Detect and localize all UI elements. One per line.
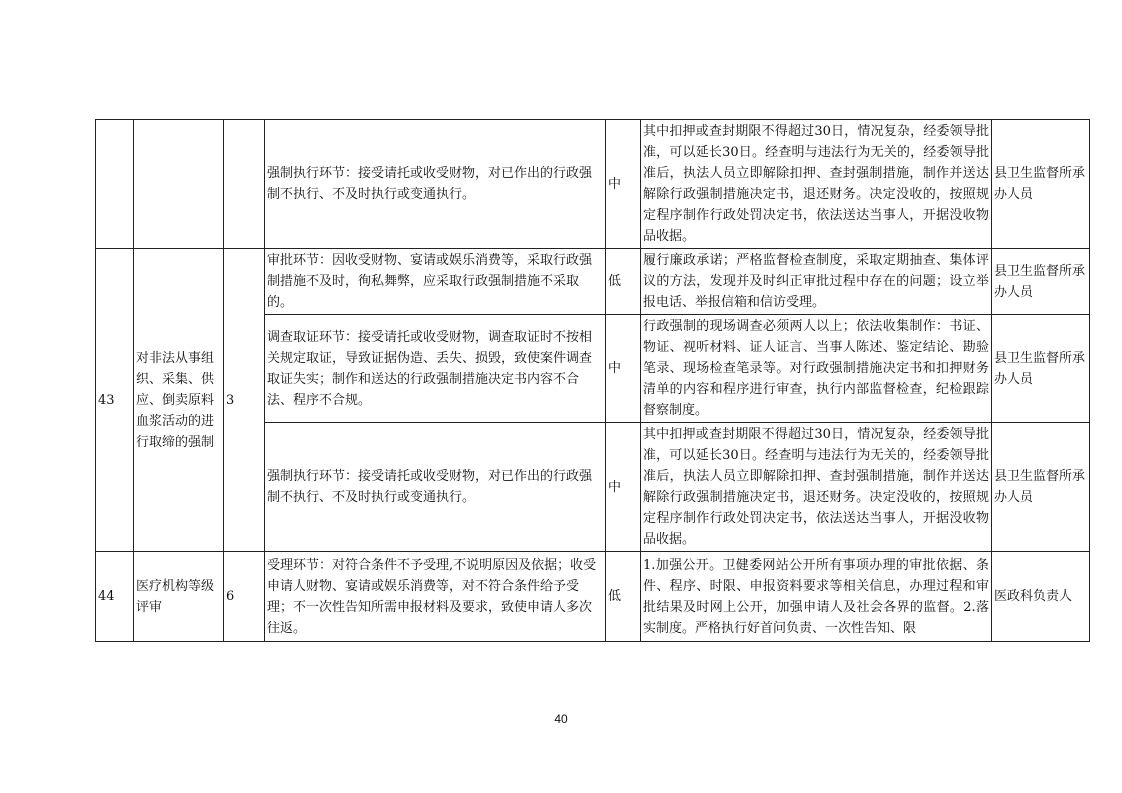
risk-level-cell: 低 [606, 249, 641, 315]
item-name-cell [134, 120, 224, 249]
risk-level-cell: 中 [606, 120, 641, 249]
responsible-person-cell: 医政科负责人 [992, 552, 1090, 642]
item-name-cell: 对非法从事组织、采集、供应、倒卖原料血浆活动的进行取缔的强制 [134, 249, 224, 552]
prevention-measure-cell: 行政强制的现场调查必须两人以上；依法收集制作：书证、物证、视听材料、证人证言、当事人陈述、鉴定结论、勘验笔录、现场检查笔录等。对行政强制措施决定书和扣押财务清单的内容和程序进行审查，执行内部监督检查，纪检跟踪督察制度。 [641, 315, 992, 423]
risk-description-cell: 调查取证环节：接受请托或收受财物，调查取证时不按相关规定取证，导致证据伪造、丢失、损毁，致使案件调查取证失实；制作和送达的行政强制措施决定书内容不合法、程序不合规。 [265, 315, 606, 423]
item-number-cell: 44 [96, 552, 134, 642]
item-count-cell: 6 [224, 552, 265, 642]
item-count-cell: 3 [224, 249, 265, 552]
risk-description-cell: 强制执行环节：接受请托或收受财物，对已作出的行政强制不执行、不及时执行或变通执行。 [265, 423, 606, 552]
prevention-measure-cell: 其中扣押或查封期限不得超过30日，情况复杂，经委领导批准，可以延长30日。经查明与违法行为无关的，经委领导批准后，执法人员立即解除扣押、查封强制措施，制作并送达解除行政强制措施决定书，退还财务。决定没收的，按照规定程序制作行政处罚决定书，依法送达当事人，开据没收物品收据。 [641, 120, 992, 249]
prevention-measure-cell: 履行廉政承诺；严格监督检查制度，采取定期抽查、集体评议的方法，发现并及时纠正审批过程中存在的问题；设立举报电话、举报信箱和信访受理。 [641, 249, 992, 315]
risk-control-table [95, 119, 1090, 642]
table-row [96, 552, 1090, 642]
risk-level-cell: 中 [606, 423, 641, 552]
responsible-person-cell: 县卫生监督所承办人员 [992, 423, 1090, 552]
responsible-person-cell: 县卫生监督所承办人员 [992, 249, 1090, 315]
prevention-measure-cell: 1.加强公开。卫健委网站公开所有事项办理的审批依据、条件、程序、时限、申报资料要求等相关信息，办理过程和审批结果及时网上公开，加强申请人及社会各界的监督。2.落实制度。严格执行好首问负责、一次性告知、限 [641, 552, 992, 642]
item-number-cell: 43 [96, 249, 134, 552]
risk-description-cell: 强制执行环节：接受请托或收受财物，对已作出的行政强制不执行、不及时执行或变通执行。 [265, 120, 606, 249]
responsible-person-cell: 县卫生监督所承办人员 [992, 315, 1090, 423]
item-count-cell [224, 120, 265, 249]
table-row [96, 120, 1090, 249]
page-number: 40 [554, 712, 568, 726]
risk-level-cell: 低 [606, 552, 641, 642]
risk-description-cell: 受理环节：对符合条件不予受理,不说明原因及依据；收受申请人财物、宴请或娱乐消费等，对不符合条件给予受理；不一次性告知所需申报材料及要求，致使申请人多次往返。 [265, 552, 606, 642]
responsible-person-cell: 县卫生监督所承办人员 [992, 120, 1090, 249]
item-number-cell [96, 120, 134, 249]
risk-description-cell: 审批环节：因收受财物、宴请或娱乐消费等，采取行政强制措施不及时，徇私舞弊，应采取行政强制措施不采取的。 [265, 249, 606, 315]
risk-level-cell: 中 [606, 315, 641, 423]
prevention-measure-cell: 其中扣押或查封期限不得超过30日，情况复杂，经委领导批准，可以延长30日。经查明与违法行为无关的，经委领导批准后，执法人员立即解除扣押、查封强制措施，制作并送达解除行政强制措施决定书，退还财务。决定没收的，按照规定程序制作行政处罚决定书，依法送达当事人，开据没收物品收据。 [641, 423, 992, 552]
table-row [96, 249, 1090, 315]
item-name-cell: 医疗机构等级评审 [134, 552, 224, 642]
